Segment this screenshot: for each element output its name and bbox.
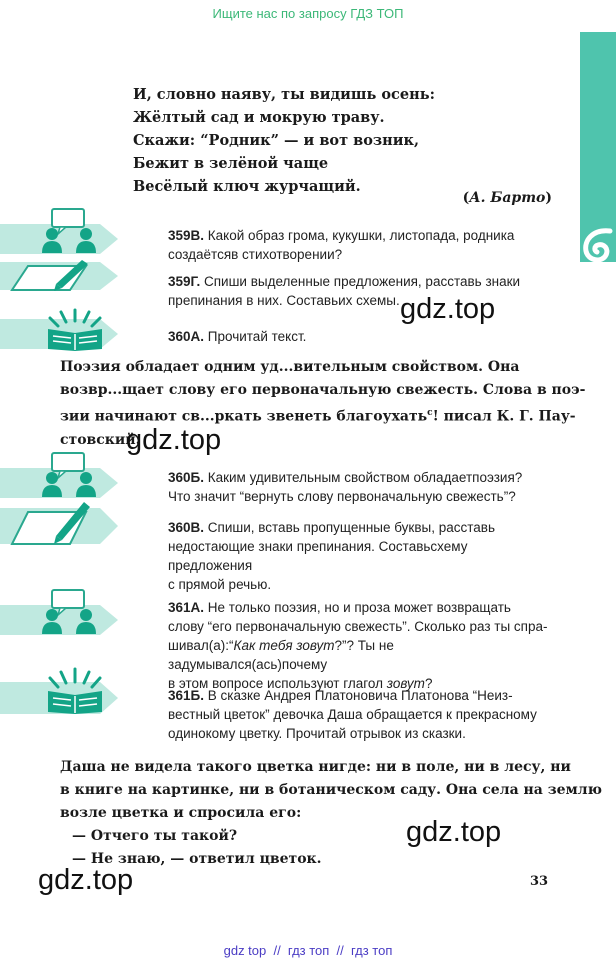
task-text: слову “его первоначальную свежесть”. Сколько раз ты спра- [168,619,548,634]
task-number: 361А. [168,600,205,615]
chapter-side-tab [580,32,616,262]
task-360v [168,518,553,594]
task-text: создаётсяв стихотворении? [168,247,343,262]
dialog-icon [0,588,120,638]
top-banner: Ищите нас по запросу ГДЗ ТОП [212,6,404,21]
task-359v [168,226,553,264]
task-number: 359Г. [168,274,201,289]
task-text: вестный цветок” девочка Даша обращается к прекрасному [168,707,537,722]
task-text-italic: зовут [386,676,425,691]
task-text: недостающие знаки препинания. Составьсхему предложения [168,539,468,573]
task-361a [168,598,553,693]
watermark: gdz.top [400,293,496,325]
pencil-write-icon [0,258,120,294]
task-361b [168,686,553,743]
task-number: 359В. [168,228,205,243]
task-360a [168,327,553,346]
prose-line: возвр...щает слову его первоначальную свежесть. Слова в поэ- [60,382,586,398]
task-text: ? [424,676,433,691]
task-number: 360А. [168,329,205,344]
poem-author [300,190,552,206]
open-book-icon [0,307,120,351]
task-text: препинания в них. Составьих схемы. [168,293,400,308]
prose-line: в книге на картинке, ни в ботаническом саду. Она села на землю [60,782,602,798]
task-text: Что значит “вернуть слову первоначальную свежесть”? [168,489,516,504]
task-359g [168,272,553,310]
spiral-icon [580,225,616,269]
prose-line: ! писал К. Г. Пау- [432,408,576,425]
pencil-write-icon [0,500,120,548]
prose-line: — Не знаю, — ответил цветок. [72,851,322,867]
watermark: gdz.top [406,816,502,848]
poem-line: Бежит в зелёной чаще [133,155,329,172]
watermark: gdz.top [126,424,222,456]
task-number: 360Б. [168,470,204,485]
task-number: 360В. [168,520,205,535]
prose-line: зии начинают св...ркать звенеть благоухать [60,408,428,425]
footer-banner: gdz top // гдз топ // гдз топ [223,943,393,958]
task-text: В сказке Андрея Платоновича Платонова “Неиз- [203,688,513,703]
prose-line: Даша не видела такого цветка нигде: ни в поле, ни в лесу, ни [60,759,571,775]
prose-line: — Отчего ты такой? [72,828,238,844]
poem-line: Жёлтый сад и мокрую траву. [133,109,385,126]
task-number: 361Б. [168,688,204,703]
task-text: одинокому цветку. Прочитай отрывок из сказки. [168,726,466,741]
prose-text-2 [60,756,602,871]
superscript-mark: с [427,408,433,418]
task-text: Каким удивительным свойством обладаетпоэзия? [203,470,523,485]
poem-line: И, словно наяву, ты видишь осень: [133,86,435,103]
task-text-italic: Как тебя зовут [233,638,335,653]
dialog-icon [0,451,120,501]
poem-line: Скажи: “Родник” — и вот возник, [133,132,420,149]
author-name: А. Барто [469,190,546,206]
task-text: Спиши, вставь пропущенные буквы, расставь [204,520,495,535]
prose-line: Поэзия обладает одним уд...вительным свойством. Она [60,359,520,375]
author-paren-close: ) [545,190,552,206]
task-text: Спиши выделенные предложения, расставь знаки [200,274,521,289]
task-text: Прочитай текст. [204,329,307,344]
dialog-icon [0,207,120,257]
task-text: Какой образ грома, кукушки, листопада, родника [204,228,515,243]
author-paren-open: ( [462,190,470,206]
task-text: шивал(а):“ [168,638,234,653]
task-text: ?”? Ты не задумывался(ась)почему [168,638,394,672]
open-book-icon [0,666,120,716]
watermark: gdz.top [38,864,134,896]
prose-line: возле цветка и спросила его: [60,805,302,821]
page-number: 33 [530,874,549,889]
task-text: с прямой речью. [168,577,272,592]
prose-line: стовский. [60,431,141,448]
poem-line: Весёлый ключ журчащий. [133,178,361,195]
task-text: в этом вопросе используют глагол [168,676,387,691]
task-360b [168,468,553,506]
poem [133,83,553,198]
task-text: Не только поэзия, но и проза может возвращать [204,600,511,615]
